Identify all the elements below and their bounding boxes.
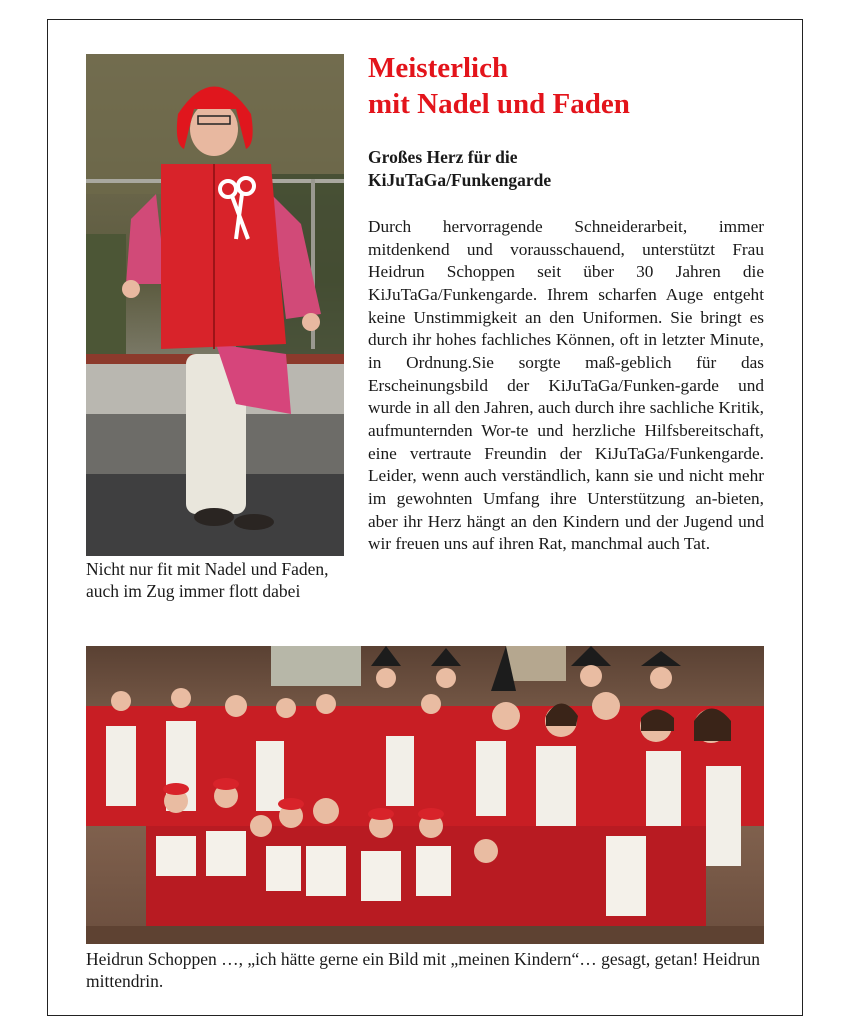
headline-line-2: mit Nadel und Faden: [368, 88, 630, 120]
photo-woman-walking: [86, 54, 344, 556]
photo-caption-bottom: Heidrun Schoppen …, „ich hätte gerne ein Bild mit „meinen Kindern“… gesagt, getan! Heidrun mittendrin.: [86, 949, 761, 991]
subheading-line-1: Großes Herz für die: [368, 147, 518, 167]
article-subheading: [368, 146, 768, 192]
article-body: Durch hervorragende Schneiderarbeit, immer mitdenkend und vorausschauend, unterstützt Frau Heidrun Schoppen seit über 30 Jahren die KiJuTaGa/Funkengarde. Ihrem scharfen Auge entgeht keine Unstimmigkeit an den Uniformen. Sie bringt es durch ihr hohes fachliches Können, oft in letzter Minute, in Ordnung.Sie sorgte maß-geblich für das Erscheinungsbild der KiJuTaGa/Funken-garde und wurde in all den Jahren, auch durch ihre sachliche Kritik, aufmunternden Wor-te und herzliche Hilfsbereitschaft, eine vertraute Freundin der KiJuTaGa/Funkengarde. Leider, wenn auch verständlich, kann sie und nicht mehr im gewohnten Umfang ihre Unterstützung an-bieten, aber ihr Herz hängt an den Kindern und der Jugend und wir freuen uns auf ihren Rat, manchmal auch Tat.: [368, 217, 764, 554]
subheading-line-2: KiJuTaGa/Funkengarde: [368, 170, 552, 190]
photo-group-children: [86, 646, 764, 944]
article-headline: [368, 50, 768, 122]
photo-caption-top: Nicht nur fit mit Nadel und Faden, auch im Zug immer flott dabei: [86, 559, 329, 601]
headline-line-1: Meisterlich: [368, 52, 509, 84]
